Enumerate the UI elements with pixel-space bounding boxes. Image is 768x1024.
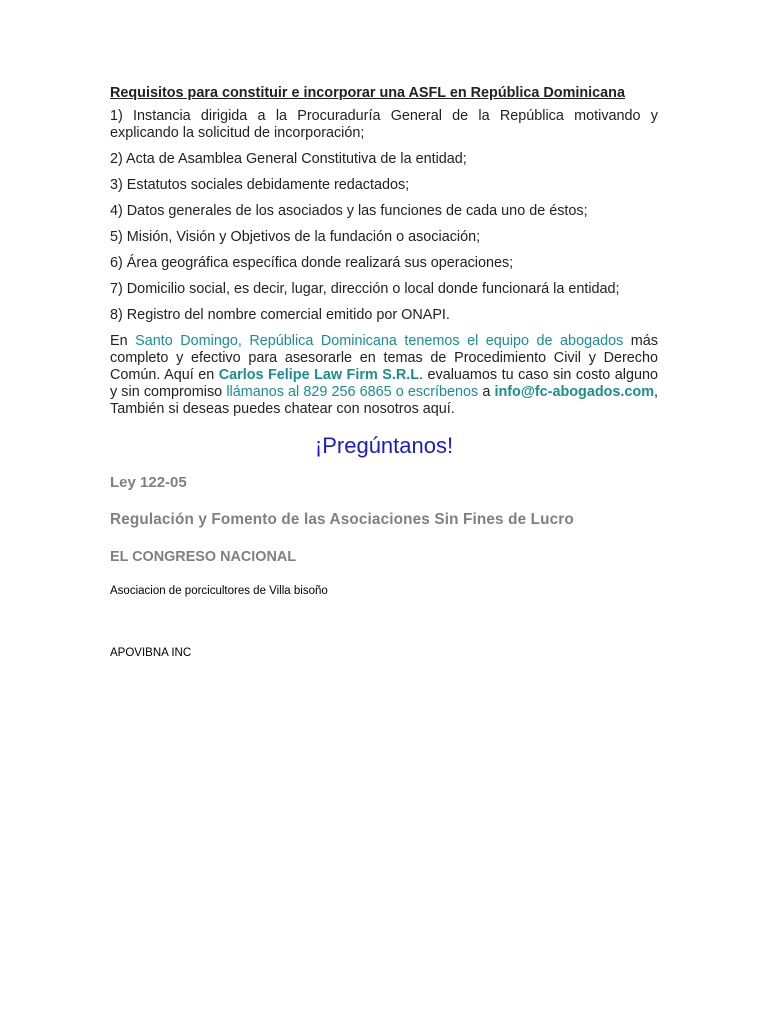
promo-text: más completo y efectivo para asesorarle en temas de Procedimiento Civil y Derecho Común. Aquí en: [110, 333, 658, 383]
requirement-item: 7) Domicilio social, es decir, lugar, dirección o local donde funcionará la entidad;: [110, 281, 620, 297]
promo-text: En: [110, 333, 136, 349]
ask-us-link[interactable]: ¡Pregúntanos!: [314, 433, 454, 458]
requirement-item: 2) Acta de Asamblea General Constitutiva de la entidad;: [110, 151, 467, 167]
document-content: [110, 85, 658, 660]
requirement-item: 1) Instancia dirigida a la Procuraduría General de la República motivando y explicando la solicitud de incorporación;: [110, 108, 658, 141]
law-title-heading: Regulación y Fomento de las Asociaciones Sin Fines de Lucro: [110, 511, 574, 528]
email-link[interactable]: info@fc-abogados.com: [494, 384, 654, 400]
promo-text: a: [478, 384, 495, 400]
document-title: Requisitos para constituir e incorporar una ASFL en República Dominicana: [110, 85, 625, 101]
promo-text: , También si deseas puedes chatear con nosotros aquí.: [110, 384, 658, 417]
requirement-item: 3) Estatutos sociales debidamente redactados;: [110, 177, 410, 193]
congress-heading: EL CONGRESO NACIONAL: [110, 549, 297, 565]
location-link[interactable]: Santo Domingo, República Dominicana tenemos el equipo de abogados: [135, 333, 624, 349]
requirement-item: 6) Área geográfica específica donde realizará sus operaciones;: [110, 255, 514, 271]
promo-paragraph: [110, 333, 658, 418]
call-link[interactable]: llámanos al 829 256 6865 o escríbenos: [226, 384, 479, 400]
requirement-item: 8) Registro del nombre comercial emitido por ONAPI.: [110, 307, 450, 323]
requirement-item: 4) Datos generales de los asociados y las funciones de cada uno de éstos;: [110, 203, 588, 219]
association-name: Asociacion de porcicultores de Villa bisoño: [110, 585, 328, 597]
firm-link[interactable]: Carlos Felipe Law Firm S.R.L: [218, 367, 420, 383]
promo-text: . evaluamos tu caso sin costo alguno y sin compromiso: [110, 367, 658, 400]
law-number-heading: Ley 122-05: [110, 474, 187, 491]
association-acronym: APOVIBNA INC: [110, 647, 192, 659]
requirement-item: 5) Misión, Visión y Objetivos de la fundación o asociación;: [110, 229, 481, 245]
